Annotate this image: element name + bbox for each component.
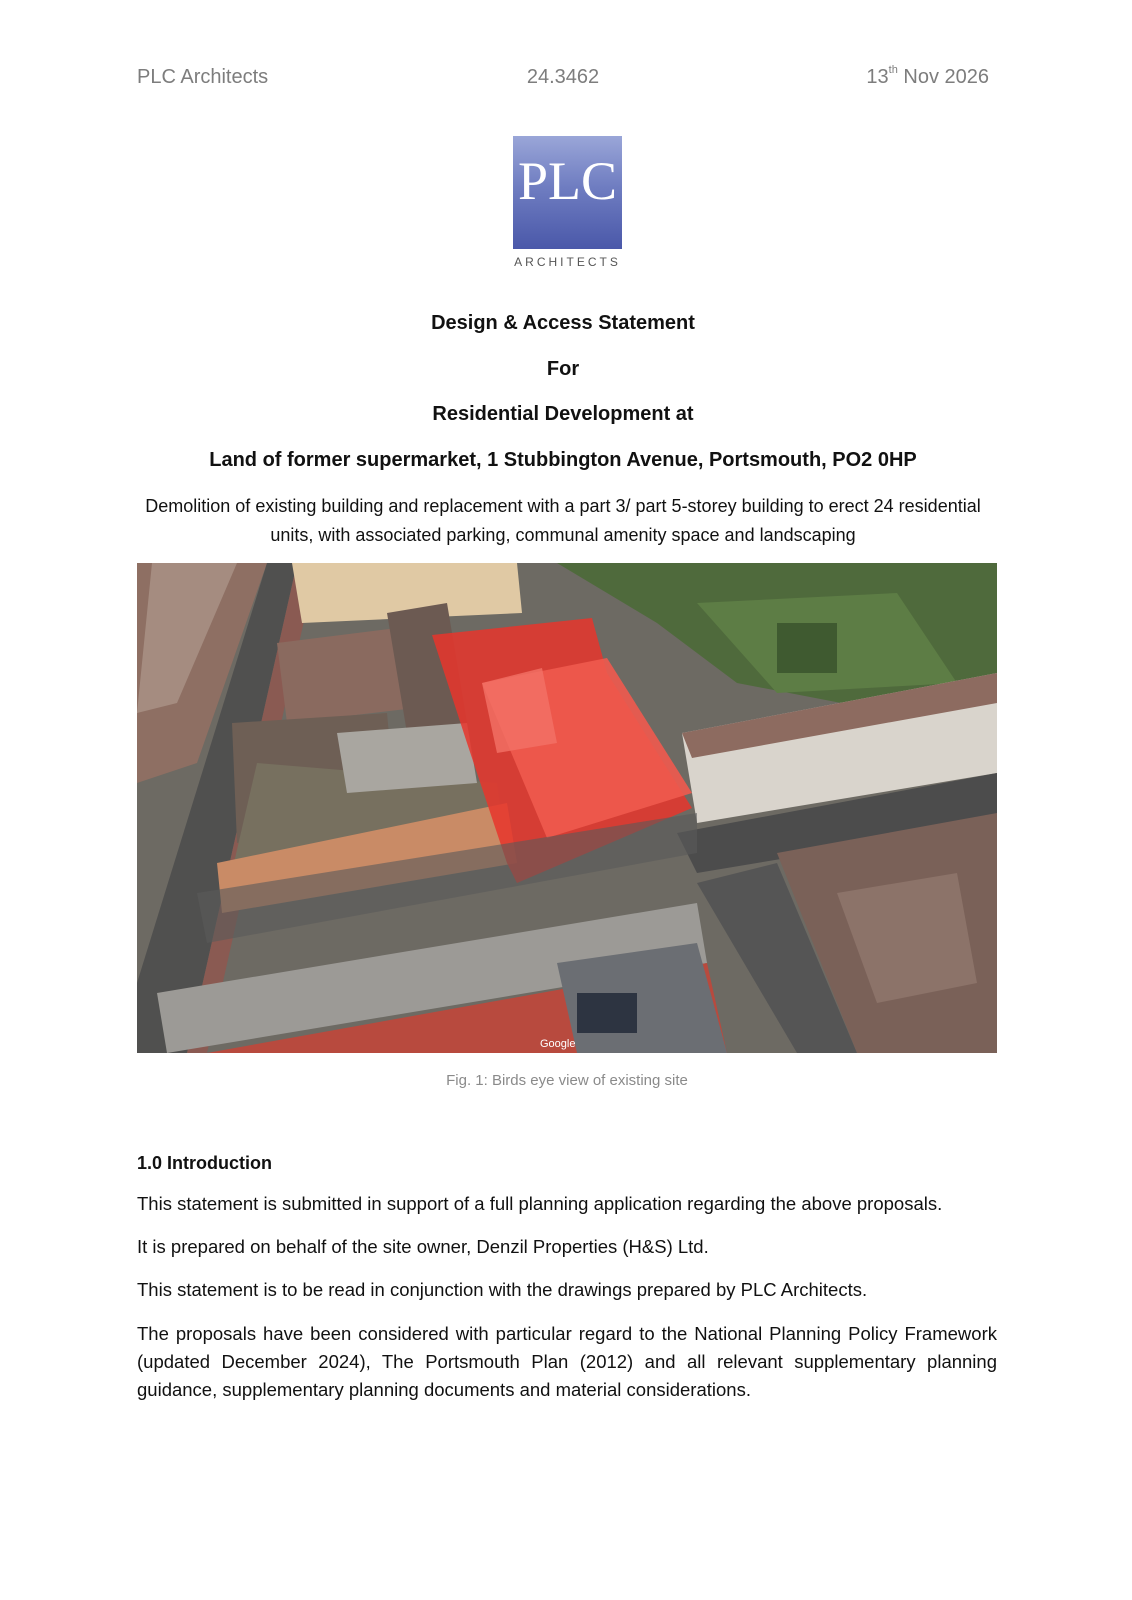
intro-paragraph: It is prepared on behalf of the site owner, Denzil Properties (H&S) Ltd.: [137, 1236, 709, 1257]
header-company: PLC Architects: [137, 66, 269, 88]
header-reference: 24.3462: [526, 66, 600, 88]
plc-logo: [513, 136, 622, 249]
proposal-description: Demolition of existing building and replacement with a part 3/ part 5-storey building to erect 24 residential units, with associated parking, communal amenity space and landscaping: [145, 496, 981, 545]
logo-subtitle: ARCHITECTS: [514, 255, 621, 269]
title-for: For: [546, 358, 580, 380]
intro-paragraph: This statement is submitted in support of a full planning application regarding the above proposals.: [137, 1193, 943, 1214]
figure-caption: Fig. 1: Birds eye view of existing site: [446, 1072, 688, 1089]
title-development: Residential Development at: [432, 403, 694, 425]
section-heading: 1.0 Introduction: [137, 1153, 272, 1173]
aerial-site-photo: [137, 563, 997, 1053]
header-date: 13th Nov 2026: [866, 64, 989, 88]
document-title: Design & Access Statement: [431, 312, 695, 334]
intro-paragraph: The proposals have been considered with particular regard to the National Planning Policy Framework (updated December 2024), The Portsmouth Plan (2012) and all relevant supplementary planning guidance, supplementary planning documents and material considerations.: [137, 1323, 997, 1400]
page-header: [137, 66, 989, 94]
site-address: Land of former supermarket, 1 Stubbington Avenue, Portsmouth, PO2 0HP: [209, 449, 917, 471]
logo-mark: PLC: [517, 151, 618, 211]
google-watermark: Google: [540, 1038, 576, 1050]
intro-paragraph: This statement is to be read in conjunction with the drawings prepared by PLC Architects.: [137, 1279, 868, 1300]
